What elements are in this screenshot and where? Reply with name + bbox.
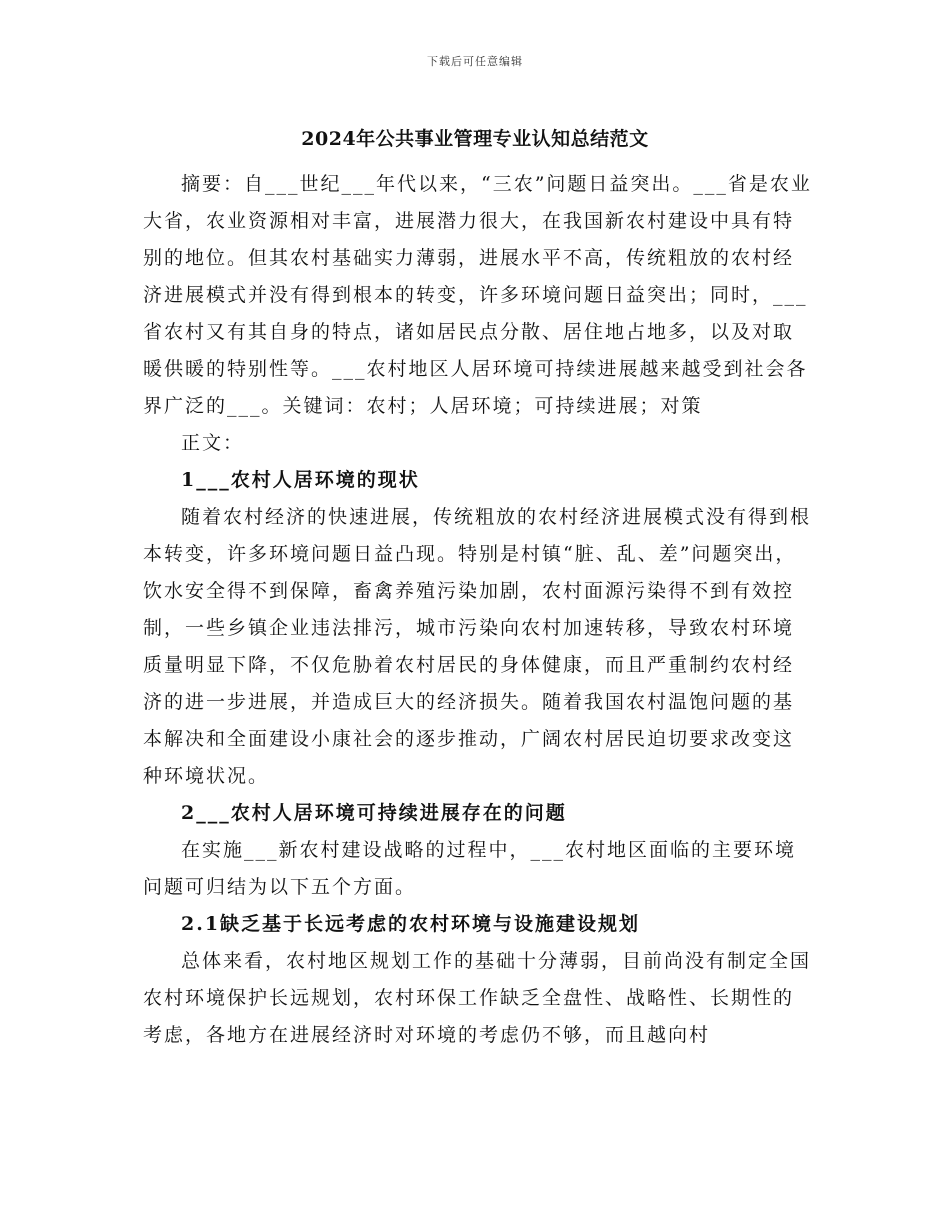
abstract-paragraph: 摘要：自___世纪___年代以来，“三农”问题日益突出。___省是农业大省，农业资源相对丰富，进展潜力很大，在我国新农村建设中具有特别的地位。但其农村基础实力薄弱，进展水平不高，传统粗放的农村经济进展模式并没有得到根本的转变，许多环境问题日益突出；同时，___省农村又有其自身的特点，诸如居民点分散、居住地占地多，以及对取暖供暖的特别性等。___农村地区人居环境可持续进展越来越受到社会各界广泛的___。关键词：农村；人居环境；可持续进展；对策 — [143, 173, 812, 417]
document-body — [143, 166, 813, 1054]
document-title: 2024年公共事业管理专业认知总结范文 — [301, 128, 649, 150]
section-2-1-paragraph: 总体来看，农村地区规划工作的基础十分薄弱，目前尚没有制定全国农村环境保护长远规划，农村环保工作缺乏全盘性、战略性、长期性的考虑，各地方在进展经济时对环境的考虑仍不够，而且越向村 — [143, 950, 812, 1046]
section-1-paragraph: 随着农村经济的快速进展，传统粗放的农村经济进展模式没有得到根本转变，许多环境问题日益凸现。特别是村镇“脏、乱、差”问题突出，饮水安全得不到保障，畜禽养殖污染加剧，农村面源污染得不到有效控制，一些乡镇企业违法排污，城市污染向农村加速转移，导致农村环境质量明显下降，不仅危胁着农村居民的身体健康，而且严重制约农村经济的进一步进展，并造成巨大的经济损失。随着我国农村温饱问题的基本解决和全面建设小康社会的逐步推动，广阔农村居民迫切要求改变这种环境状况。 — [143, 506, 812, 787]
page-header-note: 下载后可任意编辑 — [427, 55, 523, 68]
section-2-paragraph: 在实施___新农村建设战略的过程中，___农村地区面临的主要环境问题可归结为以下五个方面。 — [143, 839, 797, 898]
body-label: 正文： — [181, 432, 245, 454]
section-2-heading: 2___农村人居环境可持续进展存在的问题 — [181, 802, 567, 824]
section-2-1-heading: 2.1缺乏基于长远考虑的农村环境与设施建设规划 — [181, 913, 641, 935]
section-1-heading: 1___农村人居环境的现状 — [181, 469, 420, 491]
